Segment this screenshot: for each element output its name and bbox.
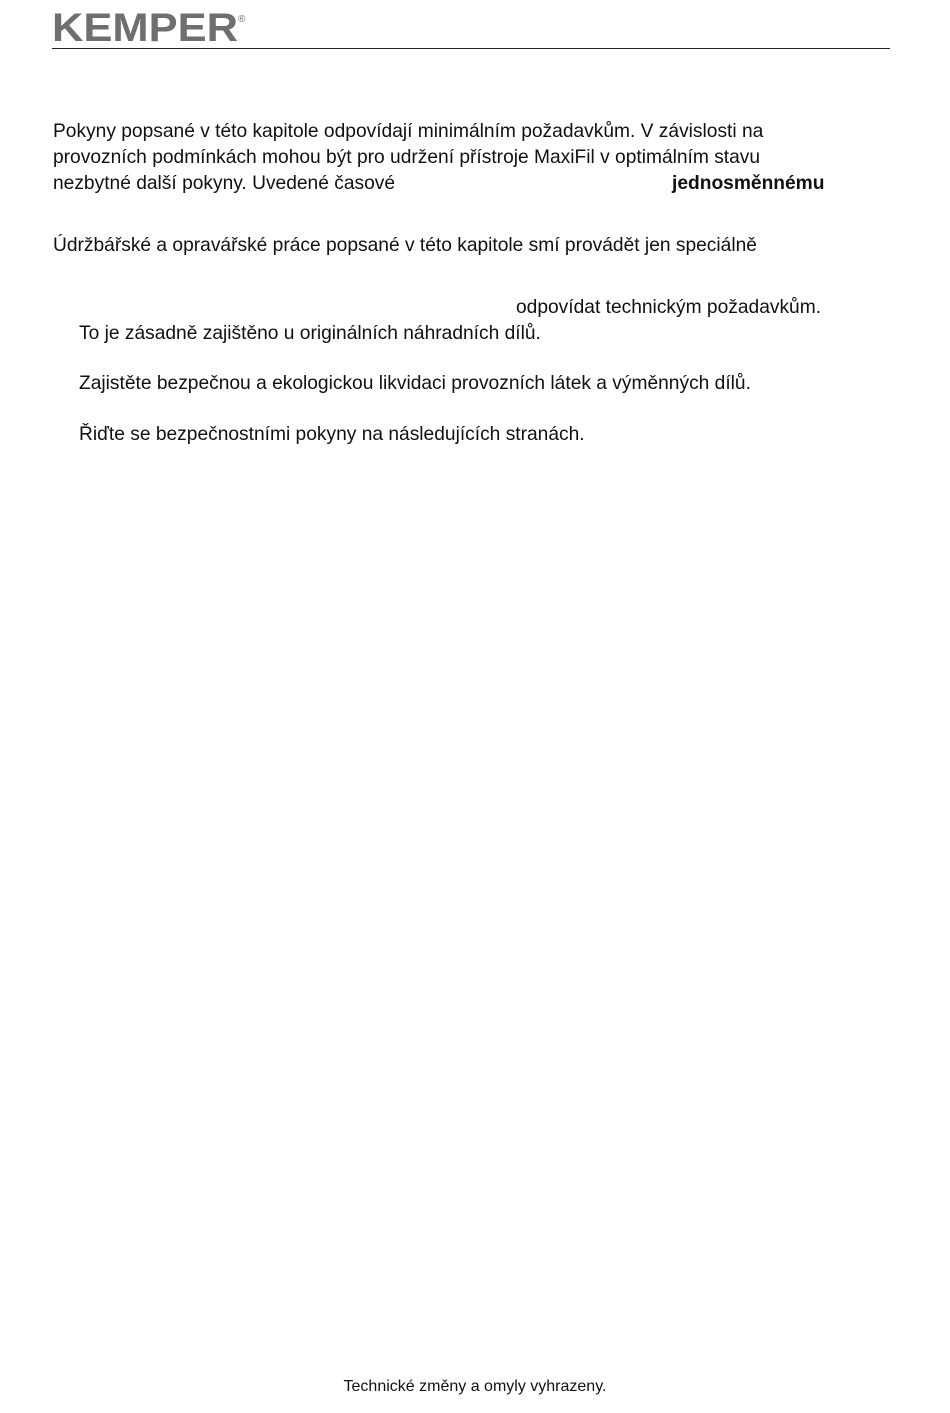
logo-text: KEMPER	[52, 8, 239, 44]
page-footer: Technické změny a omyly vyhrazeny.	[343, 1378, 607, 1395]
paragraph-1-line-1: Pokyny popsané v této kapitole odpovídají minimálním požadavkům. V závislosti na	[53, 121, 764, 142]
paragraph-3-line-2: To je zásadně zajištěno u originálních náhradních dílů.	[79, 323, 541, 344]
paragraph-4: Zajistěte bezpečnou a ekologickou likvidaci provozních látek a výměnných dílů.	[79, 373, 751, 394]
logo-registered-mark: ®	[238, 14, 246, 25]
paragraph-2-line-1: Údržbářské a opravářské práce popsané v této kapitole smí provádět jen speciálně	[53, 235, 757, 256]
paragraph-5: Řiďte se bezpečnostními pokyny na následujících stranách.	[79, 424, 585, 445]
paragraph-3-line-1: odpovídat technickým požadavkům.	[516, 297, 822, 318]
page-header	[52, 8, 890, 49]
paragraph-1-line-2: provozních podmínkách mohou být pro udržení přístroje MaxiFil v optimálním stavu	[53, 147, 761, 168]
paragraph-1-line-3: nezbytné další pokyny. Uvedené časové	[53, 173, 396, 194]
paragraph-1-line-3-bold: jednosměnnému	[672, 173, 825, 194]
kemper-logo	[52, 8, 252, 44]
